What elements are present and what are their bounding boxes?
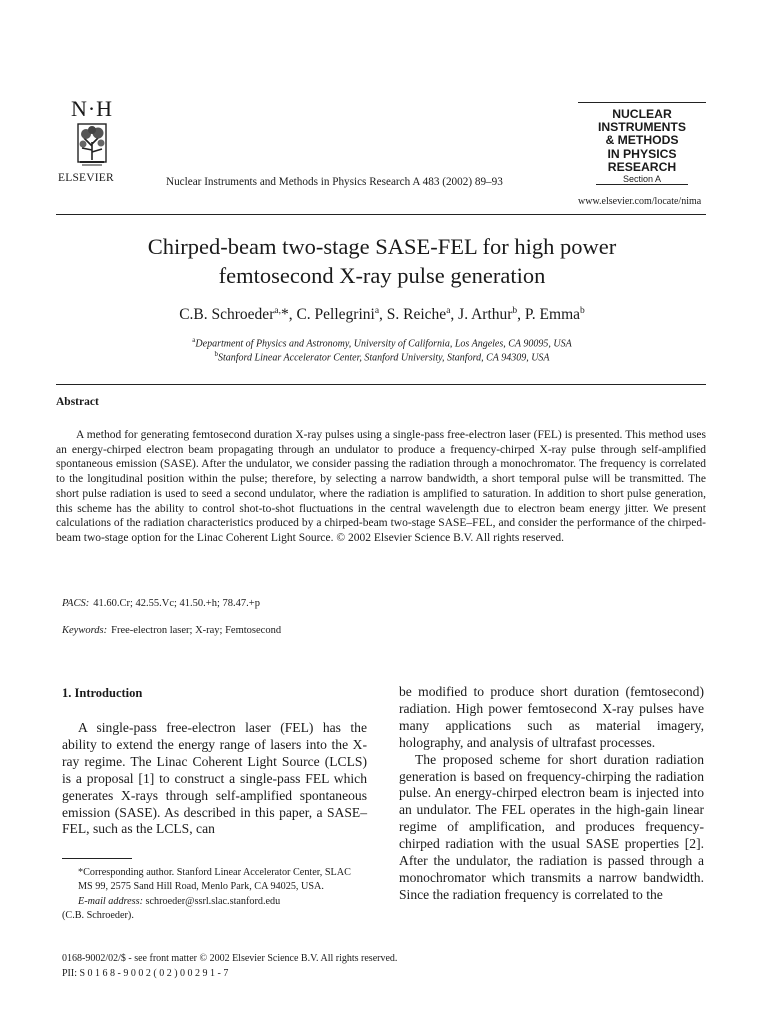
- footnote: [62, 866, 367, 924]
- author: P. Emma$^b$: [524, 306, 585, 324]
- paragraph: be modified to produce short duration (femtosecond) radiation. High power femtosecond X-ray pulses have many applications such as material imagery, holography, and analysis of ultrafast processes.: [399, 684, 704, 750]
- author: J. Arthur$^b$,: [458, 306, 525, 324]
- publisher-logo: [58, 98, 128, 188]
- author: S. Reiche$^a$,: [386, 306, 459, 324]
- pacs-line: PACS: 41.60.Cr; 42.55.Vc; 41.50.+h; 78.47.+p: [62, 598, 260, 609]
- corresponding-author-note: *Corresponding author. Stanford Linear Accelerator Center, SLAC MS 99, 2575 Sand Hill Road, Menlo Park, CA 94025, USA.: [78, 867, 351, 893]
- pii-line: PII: S 0 1 6 8 - 9 0 0 2 ( 0 2 ) 0 0 2 9 1 - 7: [62, 967, 229, 979]
- keywords-line: Keywords: Free-electron laser; X-ray; Femtosecond: [62, 625, 282, 636]
- author: C.B. Schroeder$^{a,}$*,: [179, 306, 297, 324]
- paragraph: The proposed scheme for short duration radiation generation is based on frequency-chirping the radiation pulse. An energy-chirped electron beam is injected into an undulator. The FEL operates in the high-gain linear regime of amplification, and produces frequency-chirped radiation with the usual SASE properties [2]. After the undulator, the radiation is passed through a monochromator which transmits a narrow bandwidth. Since the radiation frequency is correlated to the: [399, 751, 704, 902]
- journal-citation: Nuclear Instruments and Methods in Physics Research A 483 (2002) 89–93: [166, 176, 503, 188]
- journal-section: Section A: [596, 174, 688, 185]
- logo-nh-text: N·H: [70, 96, 114, 121]
- copyright-line: 0168-9002/02/$ - see front matter © 2002 Elsevier Science B.V. All rights reserved.: [62, 953, 398, 964]
- email-link[interactable]: schroeder@ssrl.slac.stanford.edu: [145, 895, 281, 907]
- affiliation-a: $^a$Department of Physics and Astronomy, University of California, Los Angeles, CA 90095, USA: [192, 336, 572, 350]
- publisher-name: ELSEVIER: [58, 172, 114, 184]
- article-title: Chirped-beam two-stage SASE-FEL for high power femtosecond X-ray pulse generation: [147, 234, 617, 288]
- affiliation-b: $^b$Stanford Linear Accelerator Center, Stanford University, Stanford, CA 94309, USA: [214, 350, 550, 364]
- abstract-text: A method for generating femtosecond duration X-ray pulses using a single-pass free-electron laser (FEL) is presented. This method uses an energy-chirped electron beam propagating through an undulator to produce a frequency-chirped X-ray pulse through self-amplified spontaneous emission (SASE). After the undulator, we consider passing the radiation through a monochromator. The frequency is correlated to the longitudinal position within the pulse; therefore, by selecting a narrow bandwidth, a short temporal pulse will be transmitted. The short pulse radiation is used to seed a second undulator, where the radiation is amplified to saturation. In addition to short pulse generation, this scheme has the ability to control shot-to-shot fluctuations in the central wavelength due to electron beam energy jitter. We present calculations of the radiation characteristics produced by a chirped-beam two-stage SASE–FEL, and consider the performance of the chirped-beam two-stage option for the Linac Coherent Light Source. © 2002 Elsevier Science B.V. All rights reserved.: [56, 429, 706, 544]
- journal-url[interactable]: www.elsevier.com/locate/nima: [578, 196, 702, 207]
- page-footer: [62, 952, 397, 981]
- abstract-divider: [56, 384, 706, 385]
- journal-title-box: [578, 102, 706, 185]
- paragraph: A single-pass free-electron laser (FEL) has the ability to extend the energy range of lasers into the X-ray regime. The Linac Coherent Light Source (LCLS) is a proposal [1] to construct a single-pass FEL which generates X-rays through self-amplified spontaneous emission (SASE). As described in this paper, a SASE–FEL, such as the LCLS, can: [62, 720, 367, 837]
- section-heading: 1. Introduction: [62, 686, 143, 700]
- header-divider: [56, 214, 706, 215]
- abstract-heading: Abstract: [56, 396, 99, 408]
- body-column-right: [399, 684, 704, 904]
- author-list: [56, 306, 708, 324]
- email-line: E-mail address: schroeder@ssrl.slac.stanford.edu: [78, 895, 281, 907]
- email-owner: (C.B. Schroeder).: [62, 910, 134, 922]
- elsevier-tree-icon: [72, 122, 112, 168]
- footnote-divider: [62, 858, 132, 859]
- journal-title: NUCLEAR INSTRUMENTS & METHODS IN PHYSICS RESEARCH: [597, 107, 687, 174]
- body-column-left: [62, 720, 367, 838]
- author: C. Pellegrini$^a$,: [296, 306, 387, 324]
